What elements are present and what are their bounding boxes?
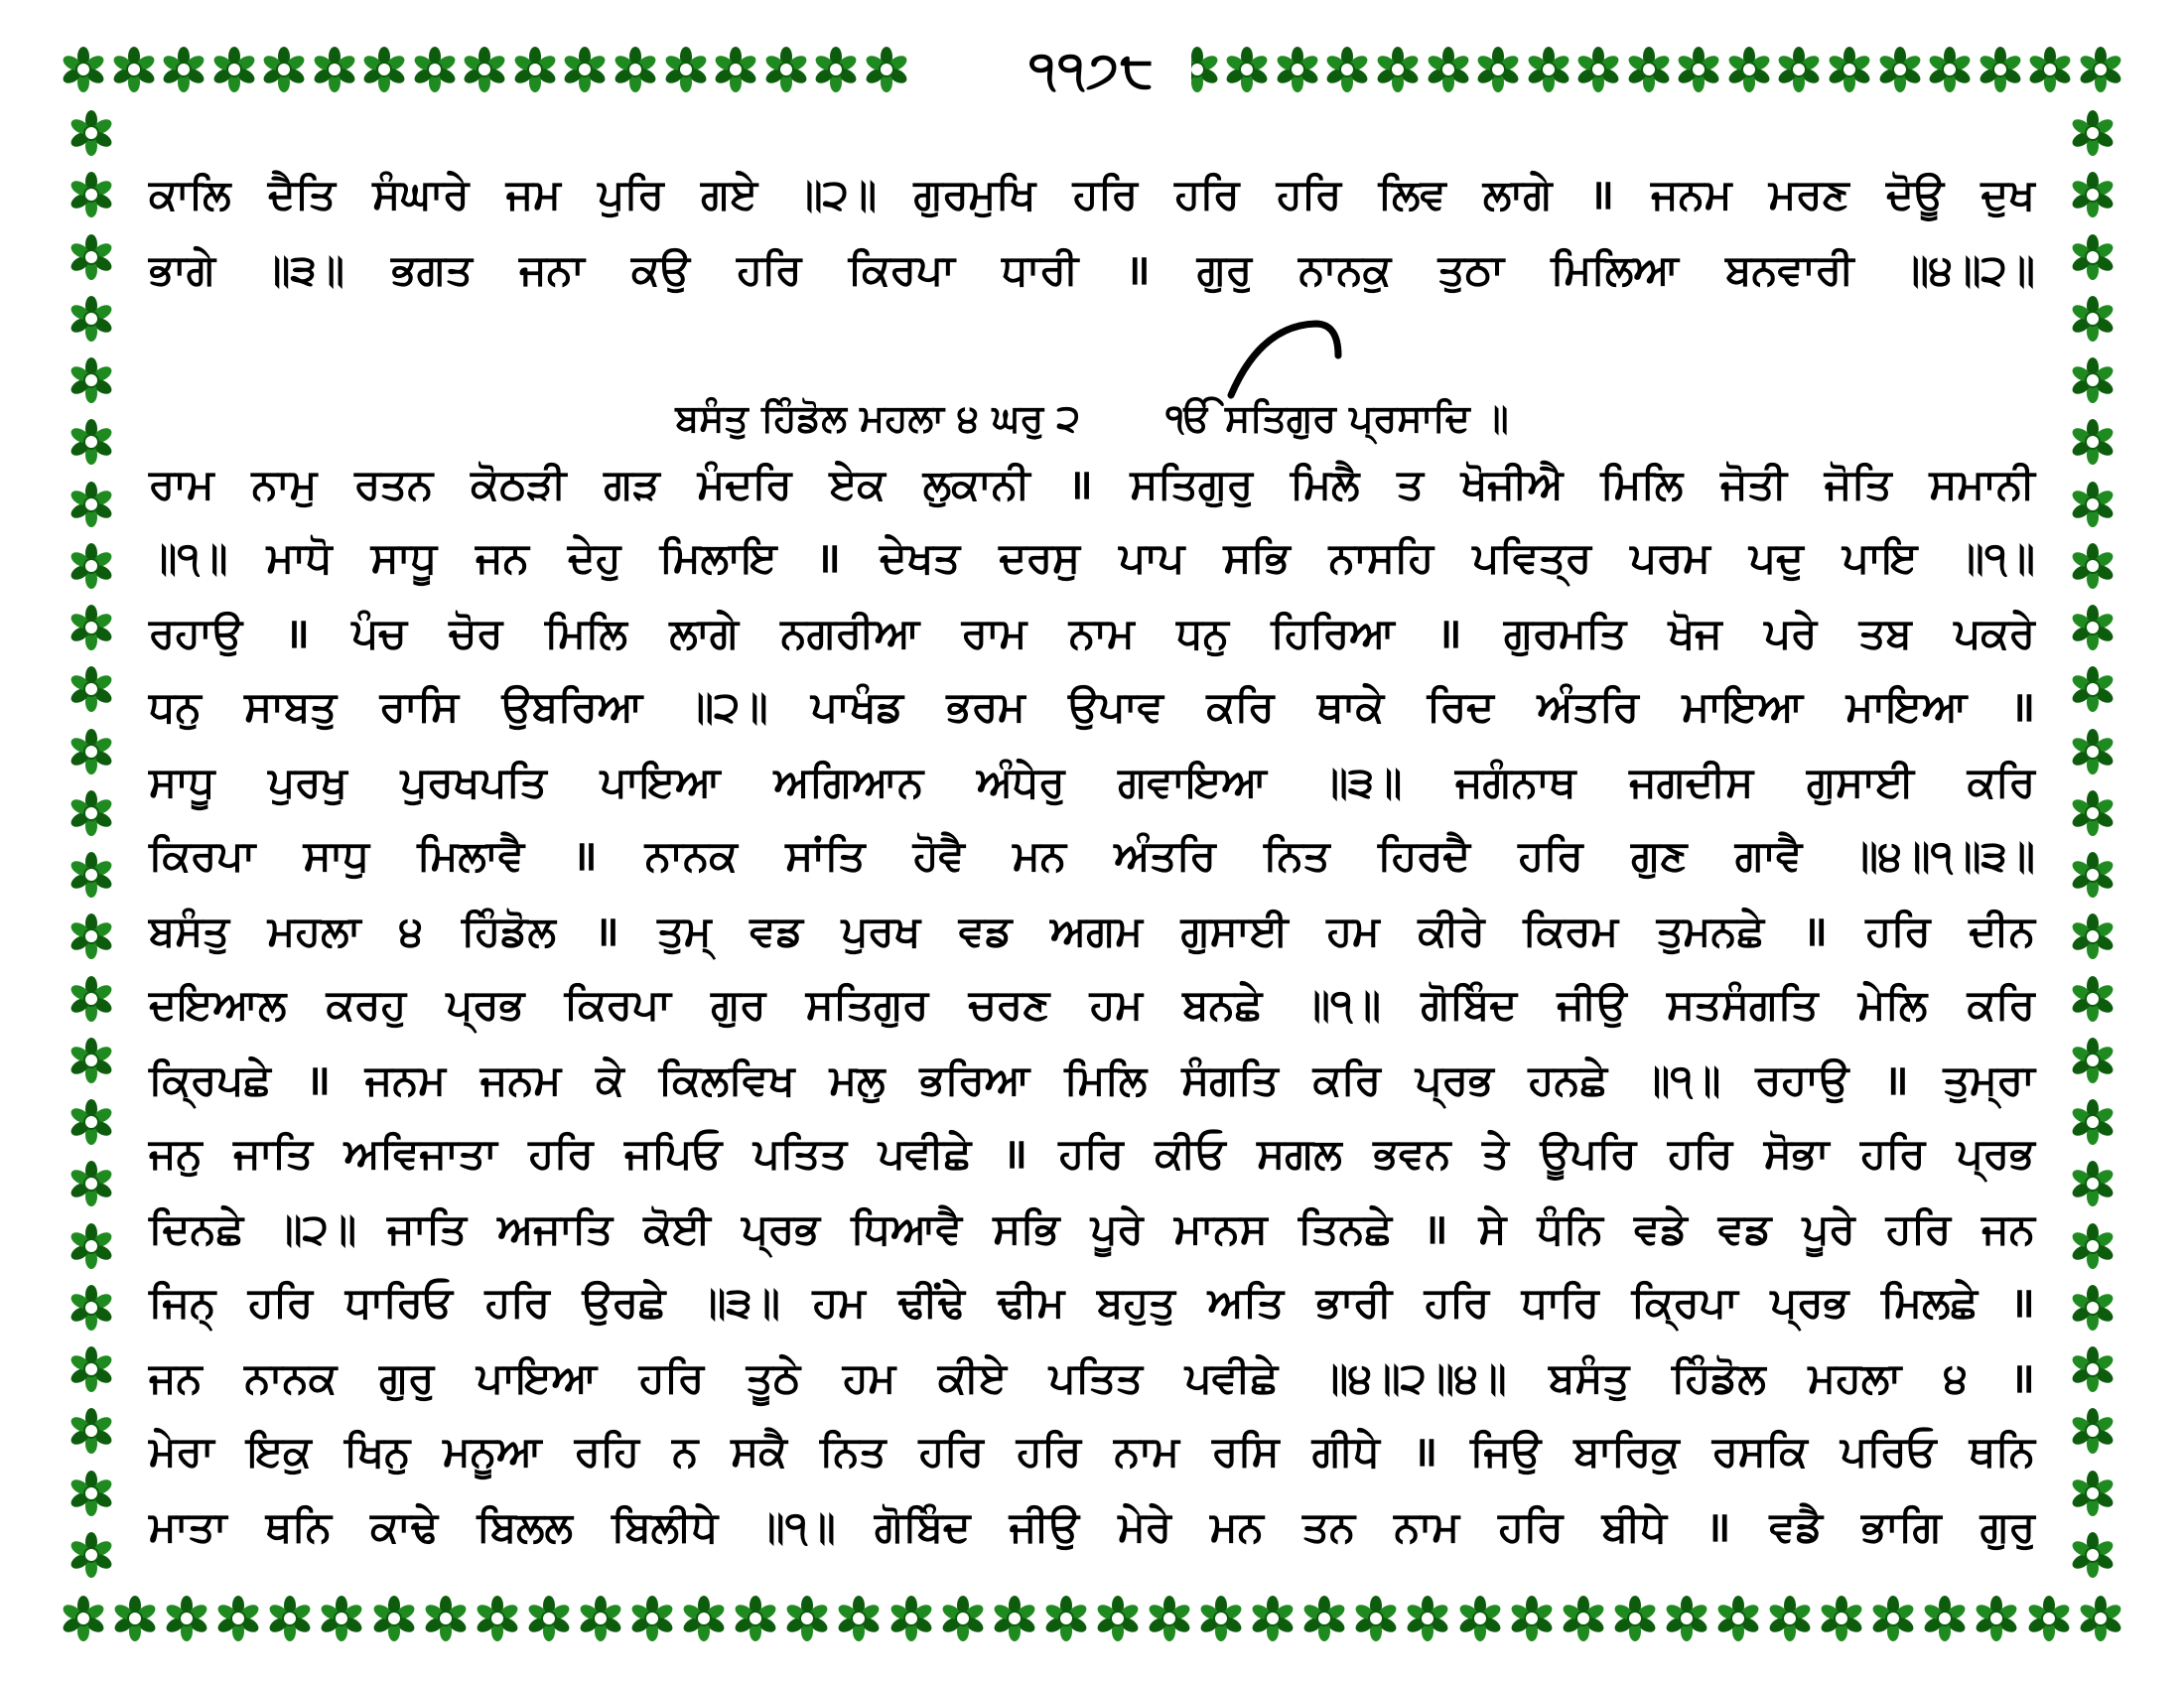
flower-icon [1876, 46, 1924, 93]
flower-icon [1249, 1595, 1297, 1642]
text-line: ਕਾਲਿ ਦੈਤਿ ਸੰਘਾਰੇ ਜਮ ਪੁਰਿ ਗਏ ॥੨॥ ਗੁਰਮੁਖਿ ਹਰਿ ਹਰਿ ਹਰਿ ਲਿਵ ਲਾਗੇ ॥ ਜਨਮ ਮਰਣ ਦੋਊ ਦੁਖ [149, 170, 2035, 218]
flower-icon [1766, 1595, 1814, 1642]
flower-icon [68, 109, 115, 157]
text-line: ਬਸੰਤੁ ਮਹਲਾ ੪ ਹਿੰਡੋਲ ॥ ਤੁਮ੍ ਵਡ ਪੁਰਖ ਵਡ ਅਗਮ ਗੁਸਾਈ ਹਮ ਕੀਰੇ ਕਿਰਮ ਤੁਮਨਛੇ ॥ ਹਰਿ ਦੀਨ [149, 907, 2035, 955]
flower-icon [110, 46, 158, 93]
flower-icon [662, 46, 710, 93]
flower-icon [1323, 46, 1371, 93]
flower-icon [68, 851, 115, 899]
flower-icon [1425, 46, 1472, 93]
flower-icon [2069, 542, 2116, 590]
flower-icon [628, 1595, 676, 1642]
flower-icon [732, 1595, 779, 1642]
flower-icon [68, 1222, 115, 1270]
flower-icon [577, 1595, 624, 1642]
flower-icon [762, 46, 810, 93]
flower-icon [561, 46, 609, 93]
flower-icon [60, 1595, 107, 1642]
flower-icon [1977, 46, 2024, 93]
flower-icon [1714, 1595, 1762, 1642]
section-heading [149, 383, 2035, 453]
flower-icon [68, 789, 115, 837]
flower-icon [2069, 728, 2116, 775]
flower-icon [68, 418, 115, 466]
flower-icon [1926, 46, 1974, 93]
flower-icon [68, 1407, 115, 1455]
flower-icon [1300, 1595, 1348, 1642]
flower-icon [370, 1595, 418, 1642]
flower-icon [474, 1595, 521, 1642]
page-number: ੧੧੭੮ [993, 38, 1191, 101]
text-line: ਮੇਰਾ ਇਕੁ ਖਿਨੁ ਮਨੂਆ ਰਹਿ ਨ ਸਕੈ ਨਿਤ ਹਰਿ ਹਰਿ ਨਾਮ ਰਸਿ ਗੀਧੇ ॥ ਜਿਉ ਬਾਰਿਕੁ ਰਸਕਿ ਪਰਿਓ ਥਨਿ [149, 1427, 2035, 1476]
flower-icon [68, 1037, 115, 1084]
flower-icon [1663, 1595, 1710, 1642]
text-line: ਰਹਾਉ ॥ ਪੰਚ ਚੋਰ ਮਿਲਿ ਲਾਗੇ ਨਗਰੀਆ ਰਾਮ ਨਾਮ ਧਨੁ ਹਿਰਿਆ ॥ ਗੁਰਮਤਿ ਖੋਜ ਪਰੇ ਤਬ ਪਕਰੇ [149, 609, 2035, 657]
flower-icon [68, 1160, 115, 1207]
text-line: ਧਨੁ ਸਾਬਤੁ ਰਾਸਿ ਉਬਰਿਆ ॥੨॥ ਪਾਖੰਡ ਭਰਮ ਉਪਾਵ ਕਰਿ ਥਾਕੇ ਰਿਦ ਅੰਤਰਿ ਮਾਇਆ ਮਾਇਆ ॥ [149, 682, 2035, 731]
flower-icon [1274, 46, 1321, 93]
flower-icon [2069, 1345, 2116, 1393]
flower-icon [2069, 913, 2116, 960]
flower-icon [680, 1595, 728, 1642]
flower-icon [318, 1595, 365, 1642]
flower-icon [939, 1595, 987, 1642]
flower-icon [712, 46, 759, 93]
flower-icon [1223, 46, 1271, 93]
flower-icon [1826, 46, 1873, 93]
flower-icon [2069, 1407, 2116, 1455]
flower-icon [1404, 1595, 1451, 1642]
flower-icon [68, 975, 115, 1023]
text-line: ॥੧॥ ਮਾਧੋ ਸਾਧੂ ਜਨ ਦੇਹੁ ਮਿਲਾਇ ॥ ਦੇਖਤ ਦਰਸੁ ਪਾਪ ਸਭਿ ਨਾਸਹਿ ਪਵਿਤ੍ਰ ਪਰਮ ਪਦੁ ਪਾਇ ॥੧॥ [149, 533, 2035, 582]
flower-icon [525, 1595, 573, 1642]
text-line: ਭਾਗੇ ॥੩॥ ਭਗਤ ਜਨਾ ਕਉ ਹਰਿ ਕਿਰਪਾ ਧਾਰੀ ॥ ਗੁਰੁ ਨਾਨਕੁ ਤੁਠਾ ਮਿਲਿਆ ਬਨਵਾਰੀ ॥੪॥੨॥ [149, 245, 2035, 294]
flower-icon [68, 1284, 115, 1332]
flower-icon [511, 46, 559, 93]
flower-icon [2069, 1284, 2116, 1332]
flower-icon [160, 46, 207, 93]
flower-icon [1374, 46, 1422, 93]
flower-icon [311, 46, 358, 93]
flower-icon [2069, 418, 2116, 466]
flower-icon [2069, 1531, 2116, 1579]
text-line: ਸਾਧੂ ਪੁਰਖੁ ਪੁਰਖਪਤਿ ਪਾਇਆ ਅਗਿਆਨ ਅੰਧੇਰੁ ਗਵਾਇਆ ॥੩॥ ਜਗੰਨਾਥ ਜਗਦੀਸ ਗੁਸਾਈ ਕਰਿ [149, 758, 2035, 806]
flower-icon [68, 481, 115, 528]
flower-icon [991, 1595, 1038, 1642]
flower-icon [1818, 1595, 1865, 1642]
flower-icon [360, 46, 408, 93]
flower-icon [214, 1595, 262, 1642]
flower-icon [68, 1470, 115, 1517]
flower-icon [1474, 46, 1522, 93]
flower-icon [1042, 1595, 1090, 1642]
flower-icon [2069, 1470, 2116, 1517]
flower-icon [111, 1595, 159, 1642]
flower-icon [2069, 1222, 2116, 1270]
flower-icon [2077, 1595, 2124, 1642]
flower-icon [2069, 295, 2116, 343]
flower-icon [612, 46, 659, 93]
flower-icon [887, 1595, 935, 1642]
flower-icon [1146, 1595, 1193, 1642]
flower-icon [411, 46, 459, 93]
flower-icon [1560, 1595, 1607, 1642]
flower-icon [260, 46, 308, 93]
flower-icon [2069, 604, 2116, 651]
flower-icon [68, 913, 115, 960]
border-right [2063, 109, 2122, 1579]
flower-icon [1725, 46, 1773, 93]
flower-icon [68, 1531, 115, 1579]
flower-icon [2069, 1037, 2116, 1084]
flower-icon [461, 46, 508, 93]
flower-icon [2069, 481, 2116, 528]
heading-section: ਬਸੰਤੁ ਹਿੰਡੋਲ ਮਹਲਾ ੪ ਘਰੁ ੨ [675, 396, 1081, 440]
flower-icon [2069, 356, 2116, 404]
flower-icon [60, 46, 107, 93]
flower-icon [68, 171, 115, 218]
flower-icon [2069, 665, 2116, 713]
flower-icon [1869, 1595, 1917, 1642]
flower-icon [2077, 46, 2124, 93]
flower-icon [783, 1595, 831, 1642]
flower-icon [68, 295, 115, 343]
flower-icon [68, 356, 115, 404]
flower-icon [1611, 1595, 1659, 1642]
flower-icon [266, 1595, 314, 1642]
text-line: ਰਾਮ ਨਾਮੁ ਰਤਨ ਕੋਠੜੀ ਗੜ ਮੰਦਰਿ ਏਕ ਲੁਕਾਨੀ ॥ ਸਤਿਗੁਰੁ ਮਿਲੈ ਤ ਖੋਜੀਐ ਮਿਲਿ ਜੋਤੀ ਜੋਤਿ ਸਮਾਨੀ [149, 460, 2035, 508]
flower-icon [68, 665, 115, 713]
flower-icon [68, 604, 115, 651]
flower-icon [1508, 1595, 1556, 1642]
flower-icon [68, 542, 115, 590]
flower-icon [2026, 46, 2074, 93]
flower-icon [68, 1098, 115, 1146]
flower-icon [1094, 1595, 1142, 1642]
flower-icon [1352, 1595, 1400, 1642]
flower-icon [1456, 1595, 1504, 1642]
flower-icon [68, 233, 115, 281]
flower-icon [2069, 171, 2116, 218]
text-line: ਜਨੁ ਜਾਤਿ ਅਵਿਜਾਤਾ ਹਰਿ ਜਪਿਓ ਪਤਿਤ ਪਵੀਛੇ ॥ ਹਰਿ ਕੀਓ ਸਗਲ ਭਵਨ ਤੇ ਊਪਰਿ ਹਰਿ ਸੋਭਾ ਹਰਿ ਪ੍ਰਭ [149, 1129, 2035, 1178]
flower-icon [68, 1345, 115, 1393]
text-line: ਦਿਨਛੇ ॥੨॥ ਜਾਤਿ ਅਜਾਤਿ ਕੋਈ ਪ੍ਰਭ ਧਿਆਵੈ ਸਭਿ ਪੂਰੇ ਮਾਨਸ ਤਿਨਛੇ ॥ ਸੇ ਧੰਨਿ ਵਡੇ ਵਡ ਪੂਰੇ ਹਰਿ ਜਨ [149, 1204, 2035, 1253]
flower-icon [1525, 46, 1572, 93]
flower-icon [68, 728, 115, 775]
flower-icon [1574, 46, 1622, 93]
flower-icon [2069, 851, 2116, 899]
text-line: ਕਿਰਪਾ ਸਾਧੁ ਮਿਲਾਵੈ ॥ ਨਾਨਕ ਸਾਂਤਿ ਹੋਵੈ ਮਨ ਅੰਤਰਿ ਨਿਤ ਹਿਰਦੈ ਹਰਿ ਗੁਣ ਗਾਵੈ ॥੪॥੧॥੩॥ [149, 831, 2035, 880]
heading-invocation: ੴ ਸਤਿਗੁਰ ਪ੍ਰਸਾਦਿ ॥ [1165, 396, 1509, 440]
text-line: ਮਾਤਾ ਥਨਿ ਕਾਢੇ ਬਿਲਲ ਬਿਲੀਧੇ ॥੧॥ ਗੋਬਿੰਦ ਜੀਉ ਮੇਰੇ ਮਨ ਤਨ ਨਾਮ ਹਰਿ ਬੀਧੇ ॥ ਵਡੈ ਭਾਗਿ ਗੁਰੁ [149, 1502, 2035, 1551]
flower-icon [1625, 46, 1673, 93]
text-line: ਦਇਆਲ ਕਰਹੁ ਪ੍ਰਭ ਕਿਰਪਾ ਗੁਰ ਸਤਿਗੁਰ ਚਰਣ ਹਮ ਬਨਛੇ ॥੧॥ ਗੋਬਿੰਦ ਜੀਉ ਸਤਸੰਗਤਿ ਮੇਲਿ ਕਰਿ [149, 980, 2035, 1029]
flower-icon [2069, 109, 2116, 157]
flower-icon [163, 1595, 210, 1642]
border-left [62, 109, 121, 1579]
flower-icon [2069, 789, 2116, 837]
flower-icon [812, 46, 860, 93]
flower-icon [1973, 1595, 2020, 1642]
flower-icon [210, 46, 258, 93]
flower-icon [422, 1595, 470, 1642]
flower-icon [1675, 46, 1722, 93]
flower-icon [1197, 1595, 1245, 1642]
flower-icon [2069, 233, 2116, 281]
flower-icon [2069, 1098, 2116, 1146]
flower-icon [863, 46, 910, 93]
flower-icon [1775, 46, 1823, 93]
text-line: ਜਨ ਨਾਨਕ ਗੁਰੁ ਪਾਇਆ ਹਰਿ ਤੂਠੇ ਹਮ ਕੀਏ ਪਤਿਤ ਪਵੀਛੇ ॥੪॥੨॥੪॥ ਬਸੰਤੁ ਹਿੰਡੋਲ ਮਹਲਾ ੪ ॥ [149, 1353, 2035, 1402]
flower-icon [835, 1595, 883, 1642]
flower-icon [2069, 1160, 2116, 1207]
border-bottom [60, 1589, 2124, 1648]
text-line: ਕ੍ਰਿਪਛੇ ॥ ਜਨਮ ਜਨਮ ਕੇ ਕਿਲਵਿਖ ਮਲੁ ਭਰਿਆ ਮਿਲਿ ਸੰਗਤਿ ਕਰਿ ਪ੍ਰਭ ਹਨਛੇ ॥੧॥ ਰਹਾਉ ॥ ਤੁਮ੍ਰਾ [149, 1055, 2035, 1104]
flower-icon [2069, 975, 2116, 1023]
flower-icon [2025, 1595, 2073, 1642]
flower-icon [1921, 1595, 1969, 1642]
text-line: ਜਿਨ੍ ਹਰਿ ਧਾਰਿਓ ਹਰਿ ਉਰਛੇ ॥੩॥ ਹਮ ਢੀਂਢੇ ਢੀਮ ਬਹੁਤੁ ਅਤਿ ਭਾਰੀ ਹਰਿ ਧਾਰਿ ਕ੍ਰਿਪਾ ਪ੍ਰਭ ਮਿਲਛੇ ॥ [149, 1278, 2035, 1327]
